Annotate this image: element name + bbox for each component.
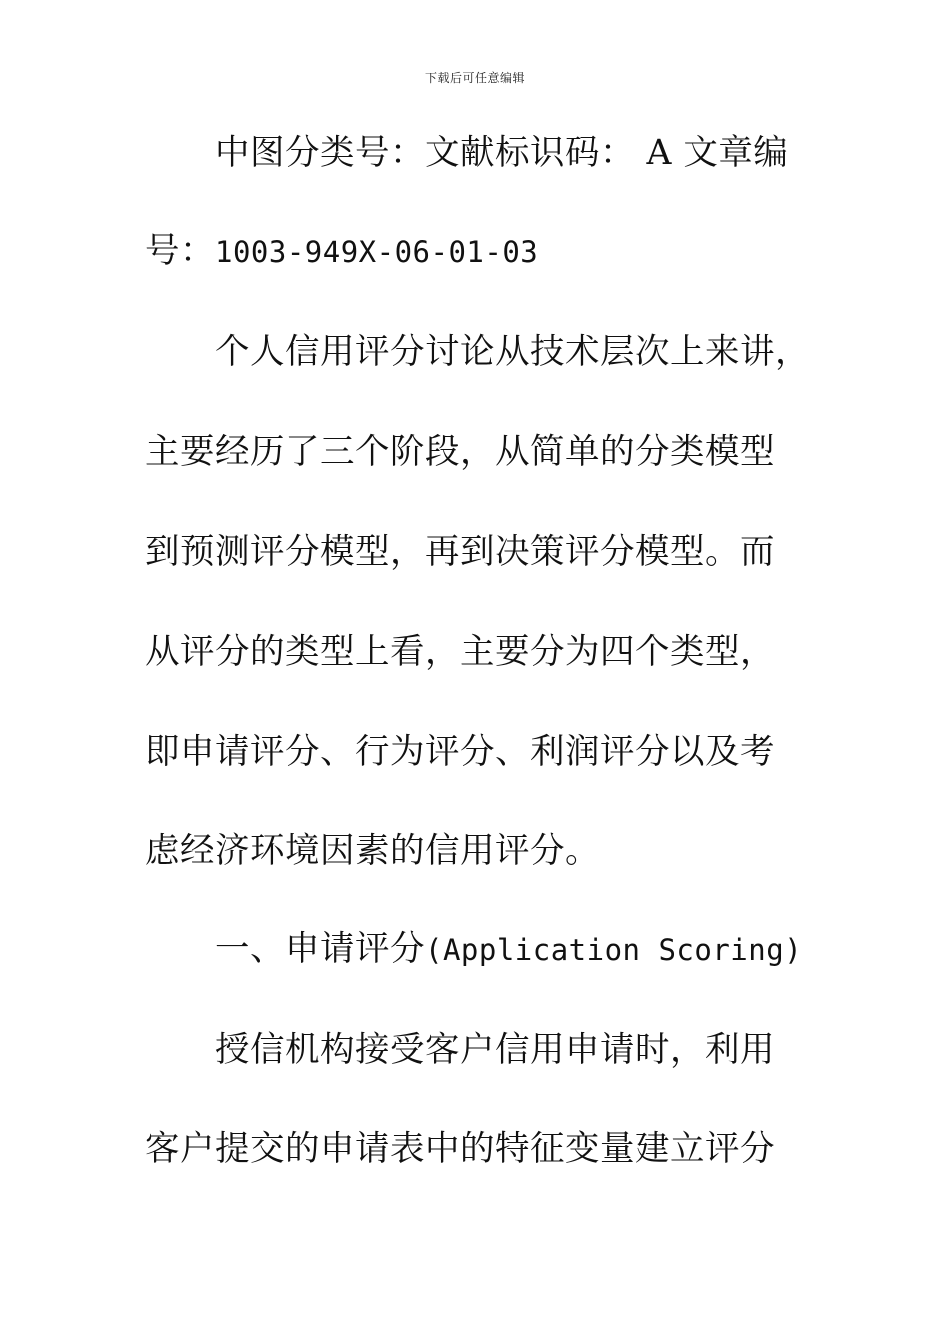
paragraph-2-line-6: 虑经济环境因素的信用评分。 [145,831,600,871]
paragraph-3-line-2: 客户提交的申请表中的特征变量建立评分 [145,1129,775,1169]
paragraph-2-line-2: 主要经历了三个阶段，从简单的分类模型 [145,432,775,472]
section-heading-english: (Application Scoring) [425,933,803,967]
paragraph-3-line-1: 授信机构接受客户信用申请时，利用 [215,1030,775,1070]
paragraph-1-line-2 [145,231,538,272]
header-note: 下载后可任意编辑 [424,71,525,85]
paragraph-2-line-1: 个人信用评分讨论从技术层次上来讲， [215,332,810,372]
paragraph-1-line-1: 中图分类号：文献标识码： A 文章编 [215,133,789,173]
article-number-code: 1003-949X-06-01-03 [215,235,539,269]
paragraph-2-line-4: 从评分的类型上看，主要分为四个类型， [145,632,775,672]
section-heading-chinese: 一、申请评分 [215,929,425,969]
article-number-label: 号： [145,231,215,271]
section-heading [215,929,802,970]
paragraph-2-line-3: 到预测评分模型，再到决策评分模型。而 [145,532,775,572]
paragraph-2-line-5: 即申请评分、行为评分、利润评分以及考 [145,732,775,772]
